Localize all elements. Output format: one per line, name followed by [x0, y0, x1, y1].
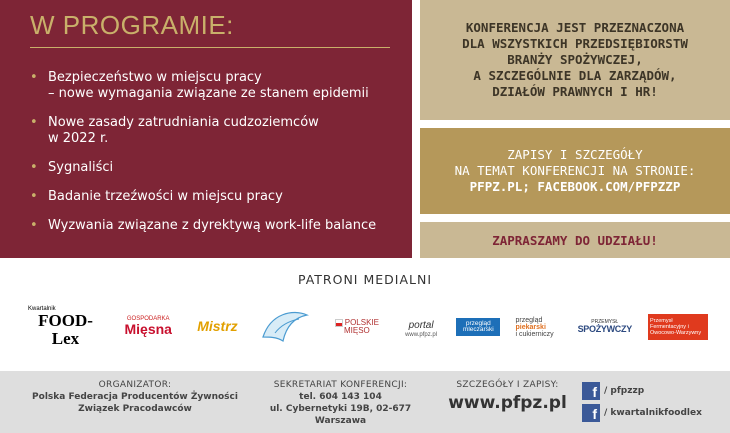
secretariat-address: ul. Cybernetyki 19B, 02-677 Warszawa [269, 404, 412, 426]
organizer-block [30, 379, 240, 415]
bullet-icon: • [30, 189, 38, 204]
program-divider [30, 47, 390, 48]
polskie-mieso-logo[interactable]: POLSKIE MIĘSO [328, 319, 386, 335]
bullet-icon: • [30, 115, 38, 130]
organizer-subtitle: Związek Pracodawców [78, 404, 192, 414]
patrons-title: PATRONI MEDIALNI [297, 272, 433, 287]
signup-text: ZAPISY I SZCZEGÓŁY NA TEMAT KONFERENCJI NA STRONIE: [454, 147, 696, 178]
program-panel [0, 0, 412, 258]
gospodarka-miesna-logo[interactable]: GOSPODARKA Mięsna [124, 316, 172, 337]
przemysl-fermentacyjny-logo[interactable]: Przemysł Fermentacyjny i Owocowo-Warzywny [648, 314, 708, 340]
facebook-icon: f [582, 382, 600, 400]
organizer-name: Polska Federacja Producentów Żywności [32, 392, 238, 402]
details-block [440, 379, 575, 413]
program-item: • Wyzwania związane z dyrektywą work-life balance [30, 218, 377, 233]
program-item: • Nowe zasady zatrudniania cudzoziemców w 2022 r. [30, 115, 319, 146]
przeglad-mleczarski-logo[interactable]: przegląd mleczarski [456, 318, 500, 336]
przemysl-spozywczy-logo[interactable]: PRZEMYSŁ SPOŻYWCZY [577, 319, 632, 334]
secretariat-phone[interactable]: tel. 604 143 104 [299, 392, 382, 402]
footer [0, 371, 730, 433]
program-title: W PROGRAMIE: [30, 10, 234, 40]
program-item: • Bezpieczeństwo w miejscu pracy – nowe wymagania związane ze stanem epidemii [30, 70, 369, 101]
audience-box [420, 0, 730, 120]
secretariat-block [248, 379, 433, 427]
invite-box [420, 222, 730, 258]
facebook-icon: f [582, 404, 600, 422]
bullet-icon: • [30, 160, 38, 175]
signup-links[interactable]: PFPZ.PL; FACEBOOK.COM/PFPZZP [469, 179, 681, 194]
bullet-icon: • [30, 70, 38, 85]
flag-icon [335, 319, 343, 327]
program-item: • Sygnaliści [30, 160, 114, 175]
signup-box [420, 128, 730, 214]
portal-logo[interactable]: portal www.pfpz.pl [405, 320, 438, 338]
foodlex-logo[interactable]: Kwartalnik FOOD-Lex [28, 306, 93, 348]
przeglad-piekarski-logo[interactable]: przegląd piekarski i cukierniczy [515, 316, 554, 338]
mistrz-logo[interactable]: Mistrz [197, 318, 238, 334]
napoje-swirl-icon [257, 307, 313, 347]
details-url-link[interactable]: www.pfpz.pl [448, 393, 567, 413]
invite-text: ZAPRASZAMY DO UDZIAŁU! [492, 232, 658, 248]
facebook-pfpzzp-link[interactable]: f / pfpzzp [582, 382, 644, 400]
napoje-logo-icon[interactable] [257, 307, 313, 347]
details-label: SZCZEGÓŁY I ZAPISY: [456, 380, 559, 390]
patrons-logos [28, 306, 708, 348]
audience-text: KONFERENCJA JEST PRZEZNACZONA DLA WSZYSTKICH PRZEDSIĘBIORSTW BRANŻY SPOŻYWCZEJ, A SZCZEGÓLNIE DLA ZARZĄDÓW, DZIAŁÓW PRAWNYCH I HR! [462, 20, 688, 99]
facebook-foodlex-link[interactable]: f / kwartalnikfoodlex [582, 404, 702, 422]
secretariat-label: SEKRETARIAT KONFERENCJI: [273, 380, 408, 390]
bullet-icon: • [30, 218, 38, 233]
organizer-label: ORGANIZATOR: [98, 380, 172, 390]
program-item: • Badanie trzeźwości w miejscu pracy [30, 189, 283, 204]
program-list [30, 70, 412, 234]
